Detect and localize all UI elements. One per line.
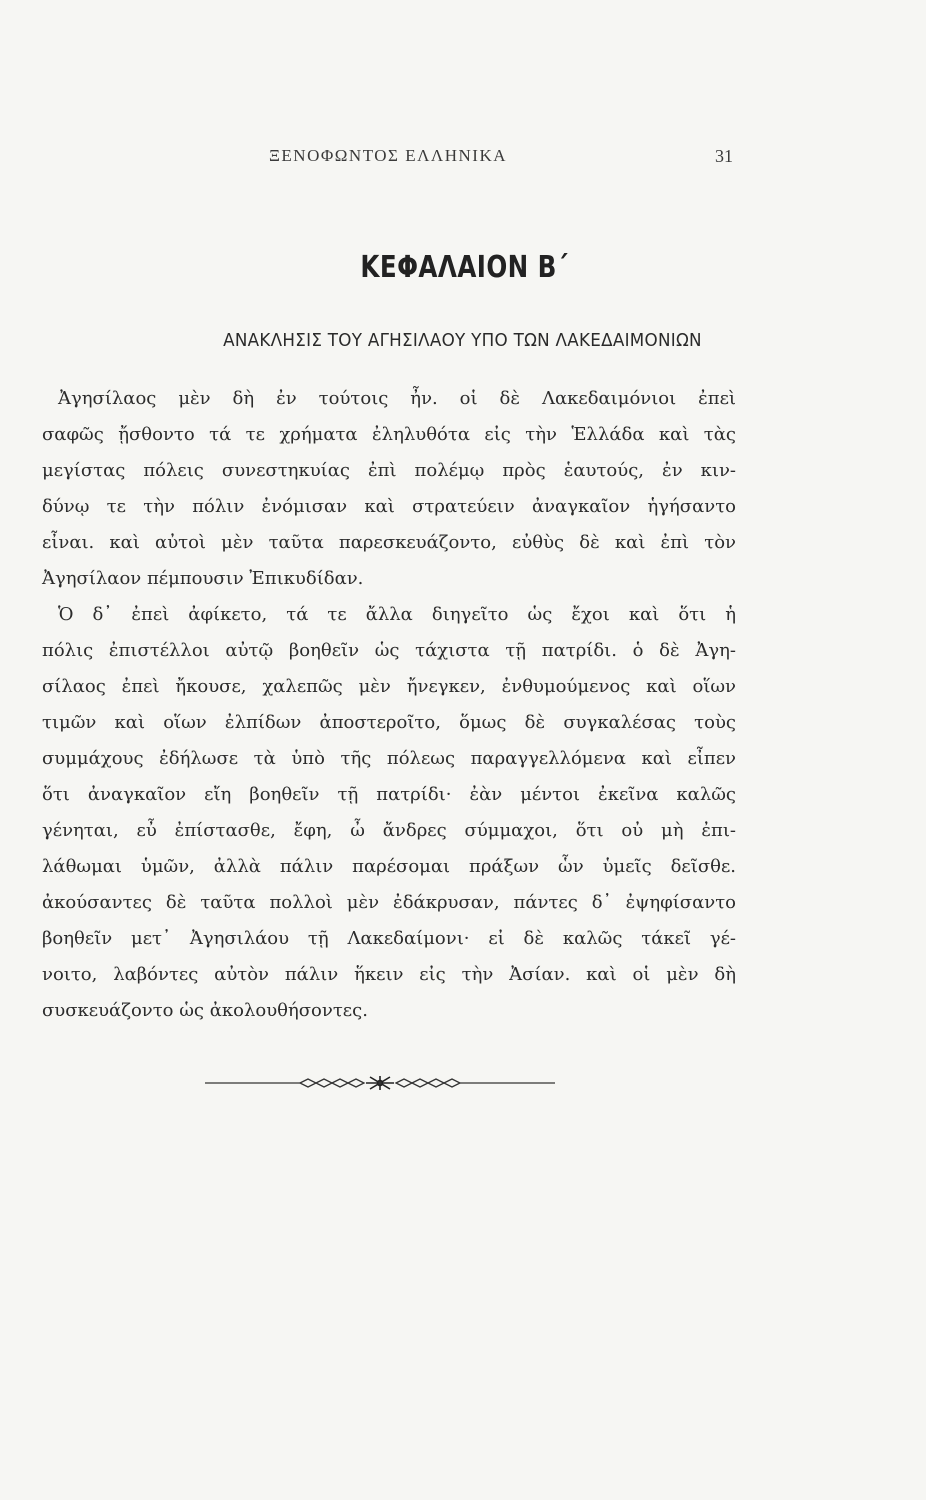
text-line: ἀκούσαντες δὲ ταῦτα πολλοὶ μὲν ἐδάκρυσαν, πάντες δ᾽ ἐψηφίσαντο <box>42 892 736 913</box>
text-line: ὅτι ἀναγκαῖον εἴη βοηθεῖν τῇ πατρίδι· ἐὰν μέντοι ἐκεῖνα καλῶς <box>42 784 736 805</box>
text-line: Ἀγησίλαον πέμπουσιν Ἐπικυδίδαν. <box>42 568 364 589</box>
text-line: λάθωμαι ὑμῶν, ἀλλὰ πάλιν παρέσομαι πράξων ὧν ὑμεῖς δεῖσθε. <box>42 856 736 877</box>
text-line: δύνῳ τε τὴν πόλιν ἐνόμισαν καὶ στρατεύειν ἀναγκαῖον ἡγήσαντο <box>42 496 736 517</box>
text-line: σαφῶς ᾔσθοντο τά τε χρήματα ἐληλυθότα εἰς τὴν Ἑλλάδα καὶ τὰς <box>42 424 736 445</box>
text-line: βοηθεῖν μετ᾽ Ἀγησιλάου τῇ Λακεδαίμονι· εἰ δὲ καλῶς τάκεῖ γέ- <box>42 928 736 949</box>
text-line: νοιτο, λαβόντες αὐτὸν πάλιν ἥκειν εἰς τὴν Ἀσίαν. καὶ οἱ μὲν δὴ <box>42 964 736 985</box>
running-head <box>0 146 926 176</box>
text-line: γένηται, εὖ ἐπίστασθε, ἔφη, ὦ ἄνδρες σύμμαχοι, ὅτι οὐ μὴ ἐπι- <box>42 820 736 841</box>
text-line: συσκευάζοντο ὡς ἀκολουθήσοντες. <box>42 1000 368 1021</box>
text-line: Ἀγησίλαος μὲν δὴ ἐν τούτοις ἦν. οἱ δὲ Λακεδαιμόνιοι ἐπεὶ <box>58 388 736 409</box>
text-line: μεγίστας πόλεις συνεστηκυίας ἐπὶ πολέμῳ πρὸς ἑαυτούς, ἐν κιν- <box>42 460 736 481</box>
chapter-subtitle: ΑΝΑΚΛΗΣΙΣ ΤΟΥ ΑΓΗΣΙΛΑΟΥ ΥΠΟ ΤΩΝ ΛΑΚΕΔΑΙΜΟΝΙΩΝ <box>223 330 702 351</box>
text-line: συμμάχους ἐδήλωσε τὰ ὑπὸ τῆς πόλεως παραγγελλόμενα καὶ εἶπεν <box>42 748 736 769</box>
text-line: σίλαος ἐπεὶ ἤκουσε, χαλεπῶς μὲν ἤνεγκεν, ἐνθυμούμενος καὶ οἵων <box>42 676 736 697</box>
text-line: πόλις ἐπιστέλλοι αὐτῷ βοηθεῖν ὡς τάχιστα τῇ πατρίδι. ὁ δὲ Ἀγη- <box>42 640 736 661</box>
chapter-title: ΚΕΦΑΛΑΙΟΝ Β΄ <box>360 250 569 285</box>
running-title: ΞΕΝΟΦΩΝΤΟΣ ΕΛΛΗΝΙΚΑ <box>268 146 507 165</box>
page-number: 31 <box>715 146 733 166</box>
text-line: τιμῶν καὶ οἵων ἐλπίδων ἀποστεροῖτο, ὅμως δὲ συγκαλέσας τοὺς <box>42 712 736 733</box>
text-line: εἶναι. καὶ αὐτοὶ μὲν ταῦτα παρεσκευάζοντο, εὐθὺς δὲ καὶ ἐπὶ τὸν <box>42 532 736 553</box>
section-end-ornament <box>205 1076 555 1090</box>
text-line: Ὁ δ᾽ ἐπεὶ ἀφίκετο, τά τε ἄλλα διηγεῖτο ὡς ἔχοι καὶ ὅτι ἡ <box>58 604 736 625</box>
